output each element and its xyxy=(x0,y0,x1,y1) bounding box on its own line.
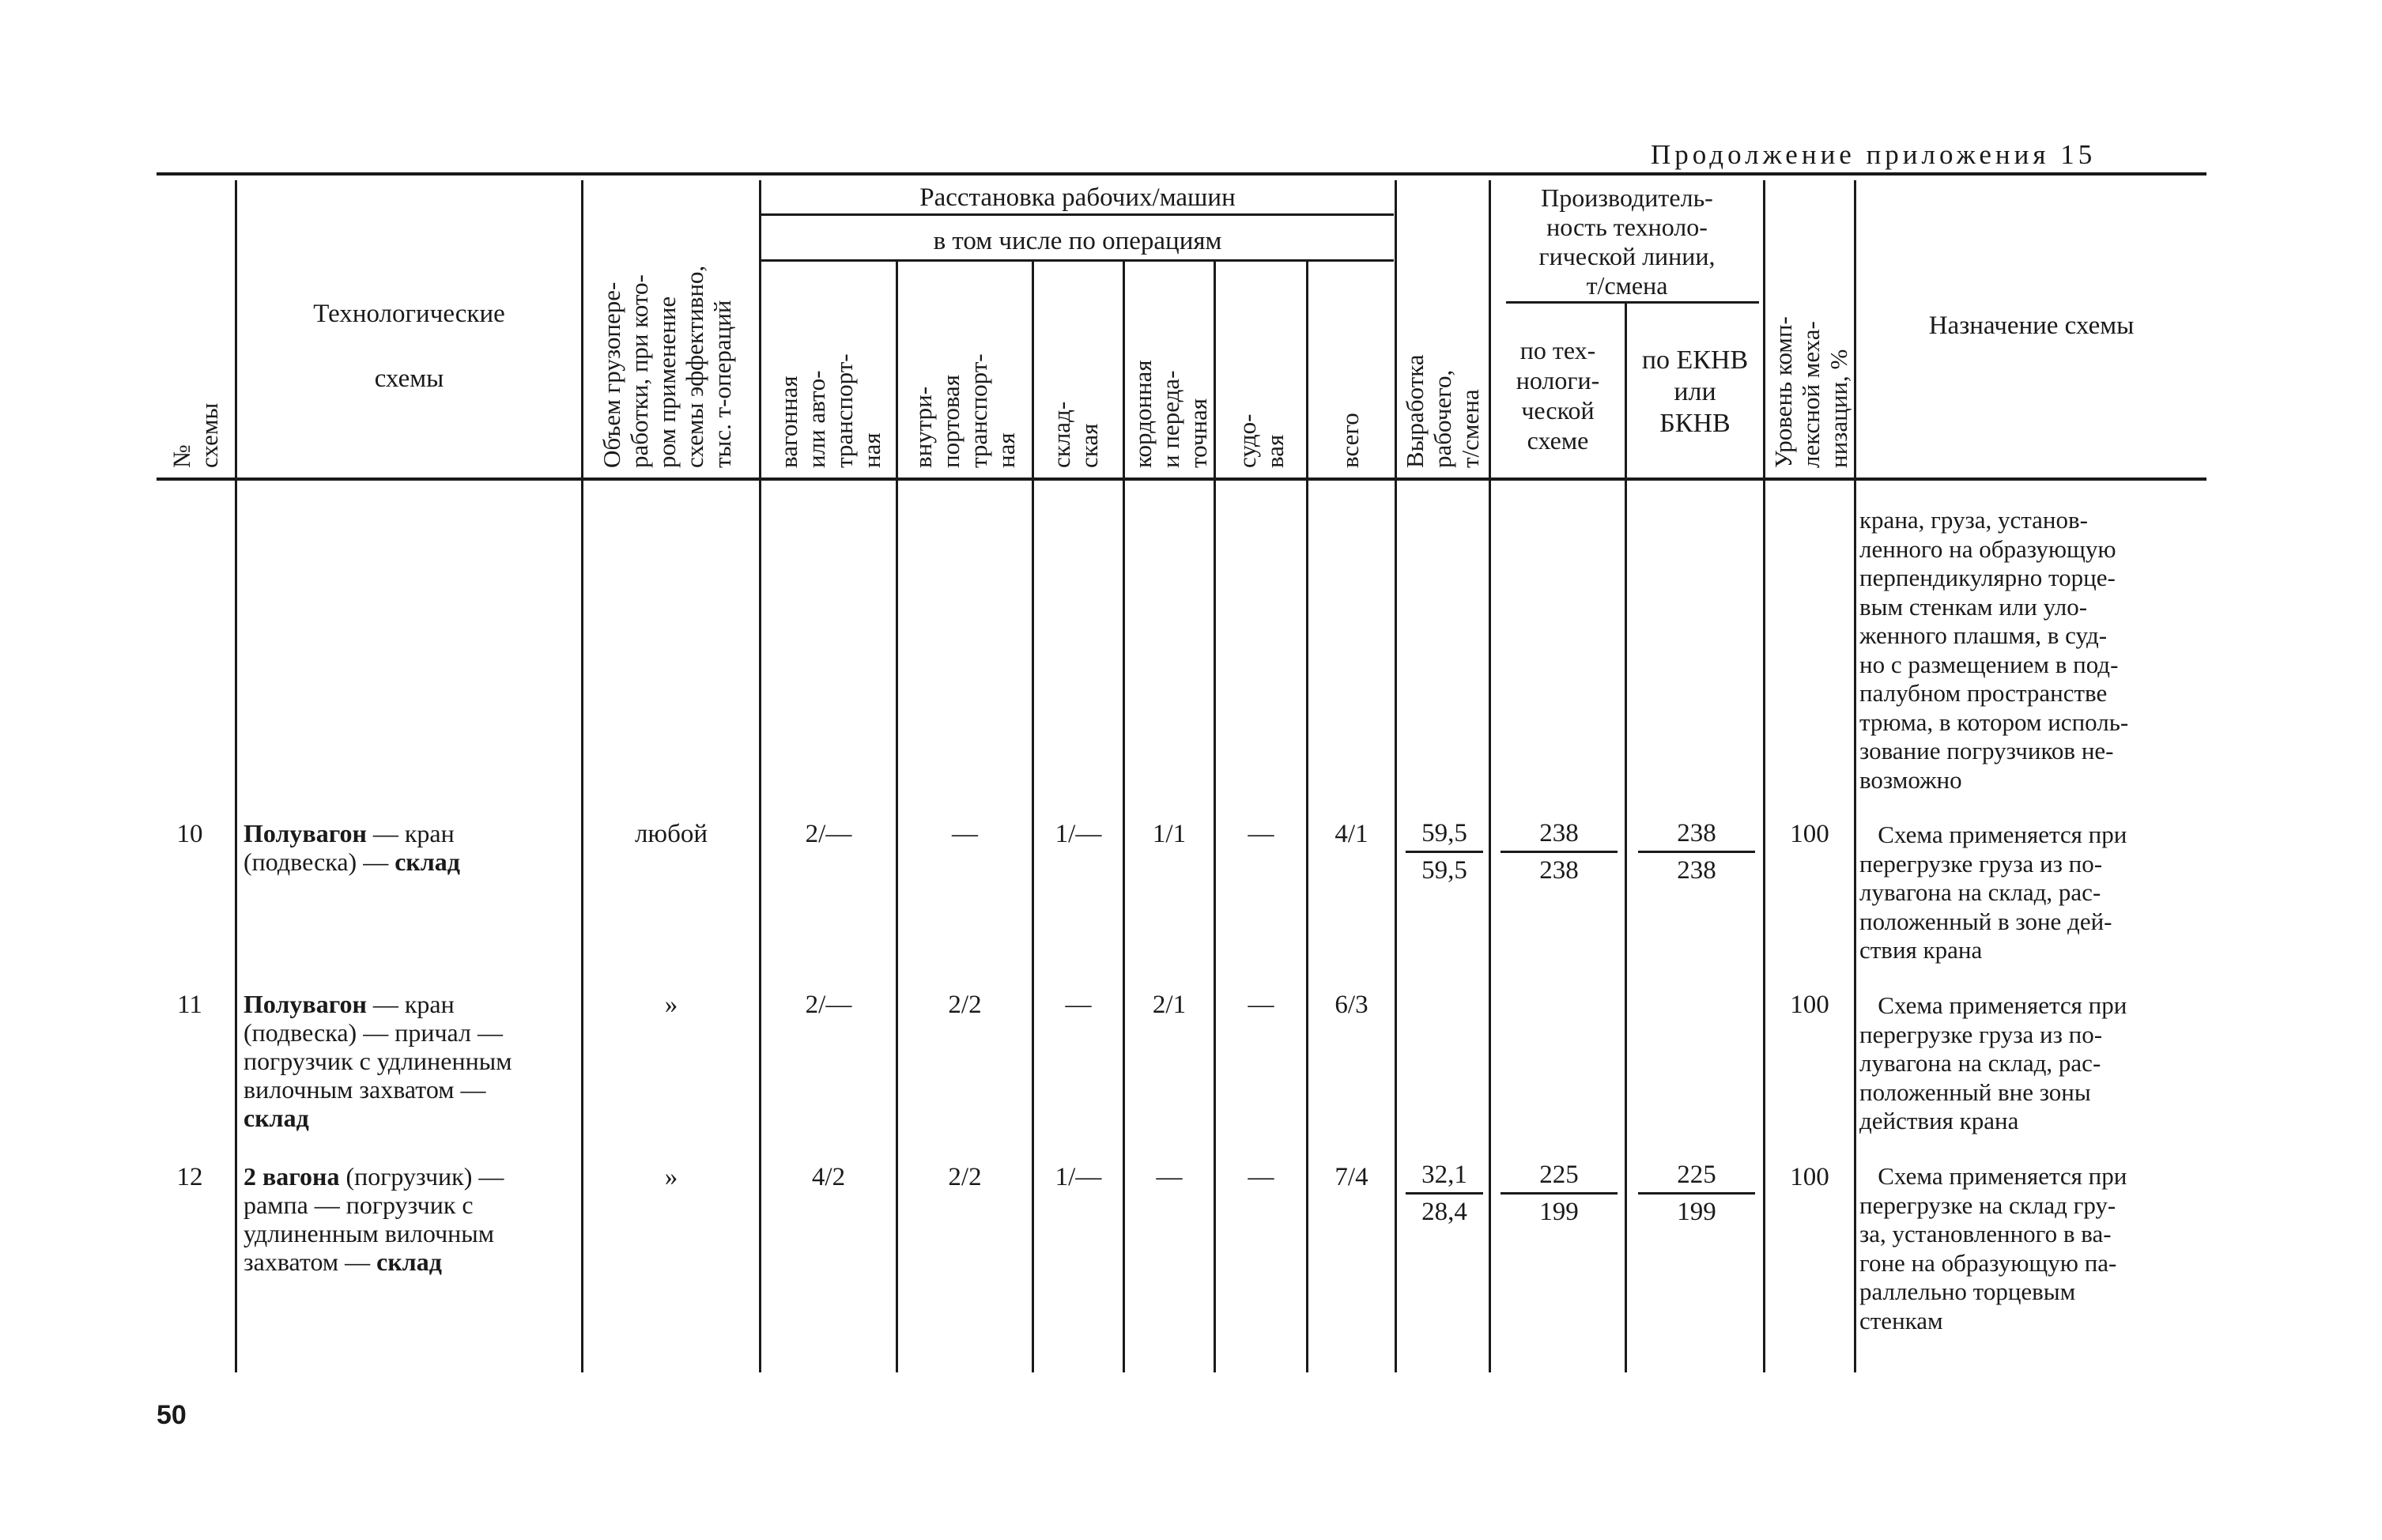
row-scheme xyxy=(243,819,576,876)
header-wagon-line: или автo- xyxy=(802,370,830,468)
header-cordon-line: кордонная xyxy=(1129,360,1157,468)
header-tech-line: схемы xyxy=(374,364,444,393)
prod-scheme-top: 225 xyxy=(1539,1161,1579,1189)
row-intraport: — xyxy=(952,820,978,848)
scheme-line: Полувагон — кран xyxy=(243,990,455,1018)
purpose-line: лувагона на склад, рас- xyxy=(1859,1049,2101,1077)
arrangement-rule xyxy=(761,213,1394,216)
row-ship: — xyxy=(1248,820,1274,848)
purpose-line: стенкам xyxy=(1859,1306,1943,1334)
header-by-eknv-line: или xyxy=(1674,377,1716,406)
header-volume-line: Объем грузопере- xyxy=(598,281,625,468)
prod-eknv-bottom: 238 xyxy=(1677,856,1716,885)
row-volume: » xyxy=(664,1163,678,1191)
prod-scheme-bottom: 238 xyxy=(1539,856,1579,885)
output-bottom: 28,4 xyxy=(1421,1198,1467,1226)
purpose-line: перегрузке груза из по- xyxy=(1859,1020,2103,1048)
continuation-line: крана, груза, установ- xyxy=(1859,506,2088,534)
header-volume-line: ром применение xyxy=(653,296,681,468)
row-total: 7/4 xyxy=(1334,1163,1368,1191)
header-output-line: т/смена xyxy=(1456,389,1484,468)
row-mech: 100 xyxy=(1790,991,1829,1019)
row-cordon: 2/1 xyxy=(1152,991,1187,1019)
continuation-line: женного плашмя, в суд- xyxy=(1859,621,2108,649)
header-warehouse xyxy=(1048,402,1103,468)
row-intraport: 2/2 xyxy=(948,991,982,1019)
row-purpose xyxy=(1859,1162,2204,1335)
scheme-line: погрузчик с удлиненным xyxy=(243,1047,512,1075)
row-no: 10 xyxy=(176,820,203,848)
purpose-line: перегрузке на склад гру- xyxy=(1859,1191,2116,1219)
row-cordon: 1/1 xyxy=(1152,820,1187,848)
scheme-line: (подвеска) — склад xyxy=(243,847,460,876)
prod-eknv-top: 238 xyxy=(1677,819,1716,847)
col-divider xyxy=(1032,261,1034,1372)
header-operations: в том числе по операциям xyxy=(933,227,1222,255)
header-by-scheme xyxy=(1491,335,1625,455)
row-cordon: — xyxy=(1156,1163,1183,1191)
row-mech: 100 xyxy=(1790,820,1829,848)
header-intraport-line: портовая xyxy=(937,374,965,468)
row-ship: — xyxy=(1248,1163,1274,1191)
purpose-line: Схема применяется при xyxy=(1859,821,2127,848)
prod-eknv-bottom: 199 xyxy=(1677,1198,1716,1226)
header-productivity xyxy=(1491,183,1763,300)
header-output xyxy=(1401,354,1484,468)
caption: Продолжение приложения 15 xyxy=(1651,139,2097,170)
header-cordon-line: и переда- xyxy=(1157,370,1184,468)
col-divider xyxy=(1306,261,1308,1372)
header-wagon-line: ная xyxy=(858,432,885,468)
productivity-rule xyxy=(1506,301,1759,304)
col-divider xyxy=(896,261,898,1372)
row-output xyxy=(1406,1159,1483,1228)
header-no xyxy=(168,403,223,468)
continuation-line: ленного на образующую xyxy=(1859,534,2116,563)
row-volume: » xyxy=(664,991,678,1019)
fraction-bar xyxy=(1638,1192,1755,1195)
prod-eknv-top: 225 xyxy=(1677,1161,1716,1189)
row-purpose xyxy=(1859,991,2204,1136)
row-total: 4/1 xyxy=(1334,820,1368,848)
purpose-line: положенный вне зоны xyxy=(1859,1078,2091,1106)
continuation-line: вым стенкам или уло- xyxy=(1859,592,2088,621)
header-cordon xyxy=(1129,360,1212,468)
header-tech-line: Технологические xyxy=(313,300,505,328)
purpose-line: Схема применяется при xyxy=(1859,1162,2127,1190)
fraction-bar xyxy=(1638,851,1755,853)
header-volume-line: схемы эффективно, xyxy=(681,265,708,468)
row-prod-scheme xyxy=(1501,1159,1618,1228)
header-volume xyxy=(598,266,736,468)
header-productivity-line: т/смена xyxy=(1586,271,1668,300)
row-total: 6/3 xyxy=(1334,991,1368,1019)
continuation-line: трюма, в котором исполь- xyxy=(1859,708,2129,736)
row-prod-scheme xyxy=(1501,817,1618,886)
header-no-line: № xyxy=(168,444,195,468)
table-top-rule xyxy=(157,172,2206,176)
row-ship: — xyxy=(1248,991,1274,1019)
page-number: 50 xyxy=(157,1400,187,1430)
row-mech: 100 xyxy=(1790,1163,1829,1191)
continuation-line: зование погрузчиков не- xyxy=(1859,737,2114,764)
col-divider xyxy=(1395,180,1397,1372)
row-prod-eknv xyxy=(1638,817,1755,886)
header-no-line: схемы xyxy=(195,402,223,468)
scheme-line: удлиненным вилочным xyxy=(243,1219,495,1247)
header-by-scheme-line: ческой xyxy=(1521,396,1595,425)
scheme-line: Полувагон — кран xyxy=(243,819,455,847)
header-volume-line: работки, при кото- xyxy=(625,274,653,468)
row-intraport: 2/2 xyxy=(948,1163,982,1191)
row-warehouse: 1/— xyxy=(1055,820,1102,848)
header-volume-line: тыс. т-операций xyxy=(708,300,736,468)
header-intraport-line: внутри- xyxy=(909,386,937,468)
header-wagon-line: вагонная xyxy=(775,376,802,468)
continuation-line: перпендикулярно торце- xyxy=(1859,564,2116,591)
row-no: 11 xyxy=(177,991,202,1019)
output-top: 32,1 xyxy=(1421,1161,1467,1189)
header-by-scheme-line: схеме xyxy=(1527,426,1589,455)
header-productivity-line: ность техноло- xyxy=(1546,213,1708,241)
header-intraport-line: транспорт- xyxy=(965,353,992,468)
header-mech-line: Уровень комп- xyxy=(1769,316,1797,468)
purpose-line: положенный в зоне дей- xyxy=(1859,907,2112,935)
scheme-line: склад xyxy=(243,1104,309,1132)
header-warehouse-line: ская xyxy=(1075,423,1103,468)
output-bottom: 59,5 xyxy=(1421,856,1467,885)
header-intraport xyxy=(909,353,1020,468)
row-purpose xyxy=(1859,821,2204,965)
header-ship-line: судо- xyxy=(1233,413,1261,468)
operations-rule xyxy=(761,259,1394,262)
header-by-scheme-line: по тех- xyxy=(1519,336,1596,364)
fraction-bar xyxy=(1501,1192,1618,1195)
purpose-line: действия крана xyxy=(1859,1107,2019,1134)
header-intraport-line: ная xyxy=(992,432,1020,468)
header-mech xyxy=(1769,316,1852,468)
purpose-line: гоне на образующую па- xyxy=(1859,1248,2117,1277)
purpose-line: за, установленного в ва- xyxy=(1859,1220,2112,1247)
header-mech-line: лексной меха- xyxy=(1797,321,1825,468)
header-purpose: Назначение схемы xyxy=(1928,311,2135,340)
header-by-eknv xyxy=(1627,345,1763,440)
header-mech-line: низации, % xyxy=(1825,349,1852,468)
header-productivity-line: Производитель- xyxy=(1541,183,1713,212)
scheme-line: (подвеска) — причал — xyxy=(243,1018,503,1047)
scheme-line: 2 вагона (погрузчик) — xyxy=(243,1162,504,1191)
output-top: 59,5 xyxy=(1421,819,1467,847)
row-prod-eknv xyxy=(1638,1159,1755,1228)
purpose-line: перегрузке груза из по- xyxy=(1859,849,2103,878)
header-wagon xyxy=(775,353,885,468)
header-by-scheme-line: нологи- xyxy=(1516,366,1600,394)
fraction-bar xyxy=(1406,1192,1483,1195)
row-scheme xyxy=(243,990,576,1132)
row-no: 12 xyxy=(176,1163,203,1191)
fraction-bar xyxy=(1501,851,1618,853)
header-total-line: всего xyxy=(1336,413,1364,468)
purpose-line: ствия крана xyxy=(1859,936,1983,964)
row-volume: любой xyxy=(634,820,708,848)
scheme-line: захватом — склад xyxy=(243,1247,442,1276)
scheme-line: рампа — погрузчик с xyxy=(243,1191,474,1219)
row-output xyxy=(1406,817,1483,886)
row-wagon: 2/— xyxy=(805,820,852,848)
purpose-line: лувагона на склад, рас- xyxy=(1859,878,2101,906)
col-divider xyxy=(581,180,583,1372)
header-output-line: рабочего, xyxy=(1429,369,1456,468)
purpose-line: Схема применяется при xyxy=(1859,991,2127,1019)
header-bottom-rule xyxy=(157,477,2206,481)
header-ship-line: вая xyxy=(1261,434,1289,468)
continuation-line: палубном пространстве xyxy=(1859,679,2108,707)
header-arrangement: Расстановка рабочих/машин xyxy=(919,183,1236,212)
prod-scheme-bottom: 199 xyxy=(1539,1198,1579,1226)
header-by-eknv-line: по ЕКНВ xyxy=(1641,345,1749,375)
scheme-line: вилочным захватом — xyxy=(243,1075,486,1104)
col-divider xyxy=(1763,180,1765,1372)
row-wagon: 4/2 xyxy=(811,1163,846,1191)
row-warehouse: 1/— xyxy=(1055,1163,1102,1191)
col-divider xyxy=(1854,180,1856,1372)
col-divider xyxy=(1123,261,1125,1372)
prod-scheme-top: 238 xyxy=(1539,819,1579,847)
header-ship xyxy=(1233,414,1289,469)
header-tech xyxy=(237,281,581,411)
header-by-eknv-line: БКНВ xyxy=(1659,409,1731,438)
continuation-line: но с размещением в под- xyxy=(1859,650,2119,678)
header-output-line: Выработка xyxy=(1401,354,1429,468)
row-warehouse: — xyxy=(1065,991,1092,1019)
header-total xyxy=(1336,413,1364,468)
header-wagon-line: транспорт- xyxy=(830,353,858,468)
col-divider xyxy=(1625,304,1627,1372)
col-divider xyxy=(1214,261,1216,1372)
header-warehouse-line: склад- xyxy=(1048,401,1075,468)
col-divider xyxy=(759,180,761,1372)
continuation-text xyxy=(1859,506,2204,795)
row-wagon: 2/— xyxy=(805,991,852,1019)
header-productivity-line: гической линии, xyxy=(1538,242,1716,270)
header-cordon-line: точная xyxy=(1184,398,1212,468)
row-scheme xyxy=(243,1162,576,1276)
purpose-line: раллельно торцевым xyxy=(1859,1278,2076,1305)
fraction-bar xyxy=(1406,851,1483,853)
continuation-line: возможно xyxy=(1859,765,1962,794)
